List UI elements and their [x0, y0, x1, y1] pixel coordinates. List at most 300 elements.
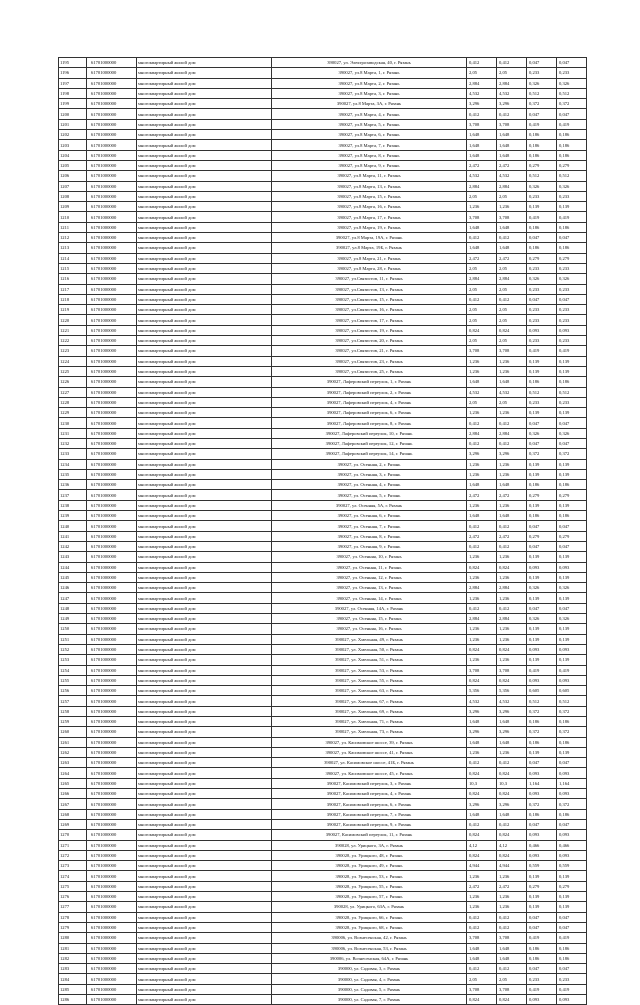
table-row — [59, 130, 587, 140]
value-4-cell: 0,186 — [557, 717, 587, 727]
value-2-cell: 3,296 — [497, 706, 527, 716]
building-type-cell: многоквартирный жилой дом — [137, 346, 272, 356]
address-cell: 390027, ул.Связистов, 17, г. Рязань — [272, 315, 467, 325]
building-type-cell: многоквартирный жилой дом — [137, 315, 272, 325]
address-cell: 390027, ул. Осенняя, 7, г. Рязань — [272, 521, 467, 531]
municipality-code-cell: 61701000000 — [87, 191, 137, 201]
municipality-code-cell: 61701000000 — [87, 274, 137, 284]
value-2-cell: 2,884 — [497, 583, 527, 593]
building-type-cell: многоквартирный жилой дом — [137, 541, 272, 551]
value-2-cell: 2,472 — [497, 253, 527, 263]
value-4-cell: 0,047 — [557, 964, 587, 974]
value-3-cell: 0,279 — [527, 490, 557, 500]
address-cell: 390027, Лаферовский переулок, 12, г. Рязань — [272, 438, 467, 448]
address-cell: 390027, Лаферовский переулок, 4, г. Рязань — [272, 397, 467, 407]
table-row — [59, 88, 587, 98]
value-4-cell: 0,139 — [557, 500, 587, 510]
address-cell: 390006, ул. Вознесенская, 42, г. Рязань — [272, 933, 467, 943]
value-2-cell: 0,412 — [497, 58, 527, 68]
municipality-code-cell: 61701000000 — [87, 696, 137, 706]
municipality-code-cell: 61701000000 — [87, 408, 137, 418]
value-1-cell: 3,708 — [467, 665, 497, 675]
building-type-cell: многоквартирный жилой дом — [137, 387, 272, 397]
value-2-cell: 4,532 — [497, 387, 527, 397]
municipality-code-cell: 61701000000 — [87, 892, 137, 902]
table-row — [59, 984, 587, 994]
row-number-cell: 1222 — [59, 336, 87, 346]
address-cell: 390027, Лаферовский переулок, 14, г. Рязань — [272, 449, 467, 459]
table-row — [59, 871, 587, 881]
building-type-cell: многоквартирный жилой дом — [137, 253, 272, 263]
value-2-cell: 2,472 — [497, 531, 527, 541]
value-1-cell: 1,236 — [467, 572, 497, 582]
table-row — [59, 171, 587, 181]
municipality-code-cell: 61701000000 — [87, 397, 137, 407]
value-1-cell: 2,472 — [467, 881, 497, 891]
row-number-cell: 1280 — [59, 933, 87, 943]
value-3-cell: 0,139 — [527, 459, 557, 469]
value-4-cell: 0,186 — [557, 150, 587, 160]
table-row — [59, 377, 587, 387]
building-type-cell: многоквартирный жилой дом — [137, 644, 272, 654]
value-3-cell: 0,559 — [527, 861, 557, 871]
table-row — [59, 480, 587, 490]
building-type-cell: многоквартирный жилой дом — [137, 995, 272, 1005]
address-cell: 390027, ул. Касимовское шоссе, 41, г. Рязань — [272, 747, 467, 757]
value-4-cell: 0,047 — [557, 294, 587, 304]
address-cell: 390027, ул. Хмельная, 69, г. Рязань — [272, 706, 467, 716]
address-cell: 390027, ул.8 Марта, 2, г. Рязань — [272, 78, 467, 88]
building-type-cell: многоквартирный жилой дом — [137, 428, 272, 438]
value-2-cell: 0,412 — [497, 109, 527, 119]
value-2-cell: 2,884 — [497, 274, 527, 284]
value-2-cell: 2,472 — [497, 881, 527, 891]
building-type-cell: многоквартирный жилой дом — [137, 634, 272, 644]
address-cell: 390027, ул.Связистов, 11, г. Рязань — [272, 274, 467, 284]
value-2-cell: 2,884 — [497, 428, 527, 438]
address-cell: 390027, ул.8 Марта, 4, г. Рязань — [272, 109, 467, 119]
value-1-cell: 1,648 — [467, 150, 497, 160]
value-2-cell: 1,236 — [497, 747, 527, 757]
value-4-cell: 0,093 — [557, 562, 587, 572]
building-type-cell: многоквартирный жилой дом — [137, 727, 272, 737]
value-3-cell: 0,233 — [527, 315, 557, 325]
value-3-cell: 0,326 — [527, 78, 557, 88]
address-cell: 390027, ул.8 Марта, 9, г. Рязань — [272, 160, 467, 170]
building-type-cell: многоквартирный жилой дом — [137, 912, 272, 922]
value-3-cell: 0,047 — [527, 819, 557, 829]
building-type-cell: многоквартирный жилой дом — [137, 706, 272, 716]
table-row — [59, 614, 587, 624]
row-number-cell: 1258 — [59, 706, 87, 716]
value-3-cell: 0,512 — [527, 387, 557, 397]
value-2-cell: 2,05 — [497, 68, 527, 78]
value-2-cell: 1,648 — [497, 140, 527, 150]
value-1-cell: 2,05 — [467, 191, 497, 201]
value-1-cell: 1,236 — [467, 366, 497, 376]
row-number-cell: 1249 — [59, 614, 87, 624]
municipality-code-cell: 61701000000 — [87, 768, 137, 778]
address-cell: 390027, ул.8 Марта, 17, г. Рязань — [272, 212, 467, 222]
value-3-cell: 0,372 — [527, 799, 557, 809]
value-4-cell: 0,233 — [557, 397, 587, 407]
value-2-cell: 2,884 — [497, 181, 527, 191]
row-number-cell: 1226 — [59, 377, 87, 387]
building-type-cell: многоквартирный жилой дом — [137, 243, 272, 253]
table-row — [59, 408, 587, 418]
value-3-cell: 0,139 — [527, 552, 557, 562]
value-3-cell: 0,139 — [527, 500, 557, 510]
value-2-cell: 2,05 — [497, 315, 527, 325]
value-1-cell: 0,824 — [467, 850, 497, 860]
building-type-cell: многоквартирный жилой дом — [137, 500, 272, 510]
row-number-cell: 1201 — [59, 119, 87, 129]
row-number-cell: 1245 — [59, 572, 87, 582]
value-1-cell: 2,05 — [467, 284, 497, 294]
table-row — [59, 418, 587, 428]
value-1-cell: 0,824 — [467, 768, 497, 778]
value-1-cell: 1,648 — [467, 809, 497, 819]
value-4-cell: 0,047 — [557, 758, 587, 768]
municipality-code-cell: 61701000000 — [87, 799, 137, 809]
value-2-cell: 2,472 — [497, 160, 527, 170]
value-4-cell: 0,047 — [557, 541, 587, 551]
value-4-cell: 0,326 — [557, 428, 587, 438]
value-1-cell: 1,236 — [467, 356, 497, 366]
value-1-cell: 0,412 — [467, 819, 497, 829]
table-row — [59, 109, 587, 119]
value-2-cell: 0,824 — [497, 830, 527, 840]
table-row — [59, 325, 587, 335]
value-1-cell: 5,356 — [467, 686, 497, 696]
value-4-cell: 0,186 — [557, 511, 587, 521]
value-4-cell: 0,047 — [557, 109, 587, 119]
table-row — [59, 634, 587, 644]
row-number-cell: 1200 — [59, 109, 87, 119]
table-row — [59, 789, 587, 799]
value-2-cell: 0,412 — [497, 438, 527, 448]
building-type-cell: многоквартирный жилой дом — [137, 181, 272, 191]
value-2-cell: 1,648 — [497, 717, 527, 727]
value-1-cell: 1,236 — [467, 871, 497, 881]
value-1-cell: 0,824 — [467, 830, 497, 840]
address-cell: 390027, ул. Осенняя, 11, г. Рязань — [272, 562, 467, 572]
value-3-cell: 0,047 — [527, 294, 557, 304]
municipality-code-cell: 61701000000 — [87, 521, 137, 531]
row-number-cell: 1267 — [59, 799, 87, 809]
value-3-cell: 0,233 — [527, 305, 557, 315]
municipality-code-cell: 61701000000 — [87, 953, 137, 963]
value-4-cell: 0,419 — [557, 665, 587, 675]
table-row — [59, 881, 587, 891]
row-number-cell: 1227 — [59, 387, 87, 397]
address-cell: 390027, ул. Касимовское шоссе, 39, г. Рязань — [272, 737, 467, 747]
municipality-code-cell: 61701000000 — [87, 562, 137, 572]
value-2-cell: 1,236 — [497, 408, 527, 418]
municipality-code-cell: 61701000000 — [87, 150, 137, 160]
value-4-cell: 0,139 — [557, 747, 587, 757]
municipality-code-cell: 61701000000 — [87, 346, 137, 356]
value-4-cell: 0,233 — [557, 68, 587, 78]
building-type-cell: многоквартирный жилой дом — [137, 521, 272, 531]
value-4-cell: 0,419 — [557, 346, 587, 356]
value-2-cell: 1,236 — [497, 634, 527, 644]
value-1-cell: 2,05 — [467, 315, 497, 325]
building-type-cell: многоквартирный жилой дом — [137, 665, 272, 675]
value-2-cell: 1,236 — [497, 655, 527, 665]
value-3-cell: 0,372 — [527, 727, 557, 737]
value-2-cell: 0,412 — [497, 294, 527, 304]
value-3-cell: 0,186 — [527, 140, 557, 150]
building-type-cell: многоквартирный жилой дом — [137, 583, 272, 593]
value-2-cell: 0,824 — [497, 675, 527, 685]
value-2-cell: 1,236 — [497, 356, 527, 366]
municipality-code-cell: 61701000000 — [87, 202, 137, 212]
value-3-cell: 0,233 — [527, 191, 557, 201]
address-cell: 390027, ул. Хмельная, 63, г. Рязань — [272, 686, 467, 696]
value-4-cell: 0,186 — [557, 809, 587, 819]
value-1-cell: 1,648 — [467, 243, 497, 253]
row-number-cell: 1210 — [59, 212, 87, 222]
table-row — [59, 366, 587, 376]
value-4-cell: 0,047 — [557, 521, 587, 531]
building-type-cell: многоквартирный жилой дом — [137, 58, 272, 68]
building-type-cell: многоквартирный жилой дом — [137, 531, 272, 541]
address-cell: 390027, ул.8 Марта, 13, г. Рязань — [272, 181, 467, 191]
value-3-cell: 0,139 — [527, 408, 557, 418]
value-1-cell: 1,236 — [467, 552, 497, 562]
table-row — [59, 531, 587, 541]
value-1-cell: 2,05 — [467, 397, 497, 407]
row-number-cell: 1207 — [59, 181, 87, 191]
table-row — [59, 747, 587, 757]
municipality-code-cell: 61701000000 — [87, 593, 137, 603]
row-number-cell: 1260 — [59, 727, 87, 737]
value-2-cell: 4,532 — [497, 88, 527, 98]
value-4-cell: 0,419 — [557, 933, 587, 943]
table-row — [59, 284, 587, 294]
table-row — [59, 819, 587, 829]
value-2-cell: 0,412 — [497, 819, 527, 829]
address-cell: 390027, ул. Хмельная, 53, г. Рязань — [272, 665, 467, 675]
value-4-cell: 0,047 — [557, 603, 587, 613]
building-type-cell: многоквартирный жилой дом — [137, 717, 272, 727]
municipality-code-cell: 61701000000 — [87, 686, 137, 696]
value-3-cell: 0,186 — [527, 377, 557, 387]
value-1-cell: 2,884 — [467, 614, 497, 624]
value-1-cell: 2,884 — [467, 274, 497, 284]
address-cell: 390027, Касимовский переулок, 7, г. Рязань — [272, 809, 467, 819]
value-4-cell: 0,233 — [557, 336, 587, 346]
value-3-cell: 0,139 — [527, 892, 557, 902]
building-type-cell: многоквартирный жилой дом — [137, 88, 272, 98]
table-row — [59, 655, 587, 665]
value-4-cell: 0,186 — [557, 140, 587, 150]
table-row — [59, 995, 587, 1005]
address-cell: 390027, ул.8 Марта, 19, г. Рязань — [272, 222, 467, 232]
building-type-cell: многоквартирный жилой дом — [137, 819, 272, 829]
value-3-cell: 0,047 — [527, 418, 557, 428]
table-row — [59, 243, 587, 253]
municipality-code-cell: 61701000000 — [87, 665, 137, 675]
municipality-code-cell: 61701000000 — [87, 974, 137, 984]
table-row — [59, 840, 587, 850]
municipality-code-cell: 61701000000 — [87, 109, 137, 119]
value-3-cell: 0,186 — [527, 511, 557, 521]
value-3-cell: 0,047 — [527, 58, 557, 68]
value-4-cell: 0,186 — [557, 737, 587, 747]
value-4-cell: 0,093 — [557, 768, 587, 778]
value-1-cell: 1,236 — [467, 500, 497, 510]
row-number-cell: 1202 — [59, 130, 87, 140]
address-cell: 390027, ул. Осенняя, 3, г. Рязань — [272, 469, 467, 479]
value-3-cell: 0,093 — [527, 789, 557, 799]
value-4-cell: 0,233 — [557, 315, 587, 325]
value-1-cell: 0,824 — [467, 675, 497, 685]
value-4-cell: 0,466 — [557, 840, 587, 850]
value-3-cell: 0,233 — [527, 284, 557, 294]
address-cell: 390028, ул. Урицкого, 48, г. Рязань — [272, 850, 467, 860]
table-row — [59, 665, 587, 675]
building-type-cell: многоквартирный жилой дом — [137, 552, 272, 562]
value-2-cell: 1,648 — [497, 511, 527, 521]
municipality-code-cell: 61701000000 — [87, 253, 137, 263]
value-4-cell: 0,186 — [557, 480, 587, 490]
value-2-cell: 2,05 — [497, 336, 527, 346]
row-number-cell: 1213 — [59, 243, 87, 253]
table-row — [59, 428, 587, 438]
row-number-cell: 1259 — [59, 717, 87, 727]
value-3-cell: 0,419 — [527, 933, 557, 943]
municipality-code-cell: 61701000000 — [87, 263, 137, 273]
value-2-cell: 0,412 — [497, 758, 527, 768]
value-1-cell: 1,648 — [467, 511, 497, 521]
value-1-cell: 0,412 — [467, 603, 497, 613]
address-cell: 390027, ул.8 Марта, 15, г. Рязань — [272, 191, 467, 201]
building-type-cell: многоквартирный жилой дом — [137, 408, 272, 418]
municipality-code-cell: 61701000000 — [87, 99, 137, 109]
address-cell: 390027, ул. Касимовское шоссе, 45, г. Рязань — [272, 768, 467, 778]
municipality-code-cell: 61701000000 — [87, 675, 137, 685]
value-4-cell: 0,139 — [557, 552, 587, 562]
table-row — [59, 191, 587, 201]
row-number-cell: 1237 — [59, 490, 87, 500]
row-number-cell: 1240 — [59, 521, 87, 531]
address-cell: 390027, ул. Осенняя, 5, г. Рязань — [272, 490, 467, 500]
value-1-cell: 2,884 — [467, 78, 497, 88]
value-4-cell: 0,186 — [557, 222, 587, 232]
value-4-cell: 0,233 — [557, 305, 587, 315]
address-cell: 390027, ул. Осенняя, 14, г. Рязань — [272, 593, 467, 603]
table-row — [59, 459, 587, 469]
building-type-cell: многоквартирный жилой дом — [137, 336, 272, 346]
value-4-cell: 0,186 — [557, 953, 587, 963]
value-2-cell: 1,648 — [497, 150, 527, 160]
municipality-code-cell: 61701000000 — [87, 603, 137, 613]
value-1-cell: 2,05 — [467, 263, 497, 273]
building-type-cell: многоквартирный жилой дом — [137, 202, 272, 212]
value-1-cell: 1,648 — [467, 222, 497, 232]
address-cell: 390027, Лаферовский переулок, 2, г. Рязань — [272, 387, 467, 397]
row-number-cell: 1279 — [59, 922, 87, 932]
municipality-code-cell: 61701000000 — [87, 758, 137, 768]
building-type-cell: многоквартирный жилой дом — [137, 892, 272, 902]
address-cell: 390027, ул.8 Марта, 8, г. Рязань — [272, 150, 467, 160]
row-number-cell: 1234 — [59, 459, 87, 469]
value-4-cell: 0,139 — [557, 408, 587, 418]
value-4-cell: 0,512 — [557, 696, 587, 706]
building-type-cell: многоквартирный жилой дом — [137, 675, 272, 685]
row-number-cell: 1204 — [59, 150, 87, 160]
value-1-cell: 1,236 — [467, 624, 497, 634]
table-row — [59, 809, 587, 819]
building-type-cell: многоквартирный жилой дом — [137, 933, 272, 943]
value-3-cell: 0,047 — [527, 912, 557, 922]
value-3-cell: 0,139 — [527, 356, 557, 366]
building-type-cell: многоквартирный жилой дом — [137, 737, 272, 747]
value-4-cell: 0,605 — [557, 686, 587, 696]
building-type-cell: многоквартирный жилой дом — [137, 140, 272, 150]
building-type-cell: многоквартирный жилой дом — [137, 871, 272, 881]
municipality-code-cell: 61701000000 — [87, 902, 137, 912]
municipality-code-cell: 61701000000 — [87, 68, 137, 78]
row-number-cell: 1282 — [59, 953, 87, 963]
row-number-cell: 1272 — [59, 850, 87, 860]
value-2-cell: 4,532 — [497, 171, 527, 181]
row-number-cell: 1203 — [59, 140, 87, 150]
value-4-cell: 0,047 — [557, 233, 587, 243]
value-1-cell: 0,824 — [467, 325, 497, 335]
building-type-cell: многоквартирный жилой дом — [137, 809, 272, 819]
value-3-cell: 0,139 — [527, 871, 557, 881]
table-row — [59, 58, 587, 68]
address-cell: 390027, ул.8 Марта, 6, г. Рязань — [272, 130, 467, 140]
value-3-cell: 0,139 — [527, 572, 557, 582]
municipality-code-cell: 61701000000 — [87, 809, 137, 819]
value-4-cell: 0,139 — [557, 624, 587, 634]
row-number-cell: 1265 — [59, 778, 87, 788]
value-2-cell: 2,05 — [497, 263, 527, 273]
row-number-cell: 1268 — [59, 809, 87, 819]
value-3-cell: 0,047 — [527, 541, 557, 551]
table-row — [59, 222, 587, 232]
table-row — [59, 737, 587, 747]
value-3-cell: 0,139 — [527, 655, 557, 665]
building-type-cell: многоквартирный жилой дом — [137, 130, 272, 140]
building-type-cell: многоквартирный жилой дом — [137, 603, 272, 613]
value-4-cell: 1,164 — [557, 778, 587, 788]
municipality-code-cell: 61701000000 — [87, 78, 137, 88]
municipality-code-cell: 61701000000 — [87, 634, 137, 644]
row-number-cell: 1246 — [59, 583, 87, 593]
municipality-code-cell: 61701000000 — [87, 130, 137, 140]
value-4-cell: 0,372 — [557, 799, 587, 809]
value-2-cell: 1,236 — [497, 892, 527, 902]
value-3-cell: 0,047 — [527, 758, 557, 768]
address-cell: 390027, ул. Осенняя, 9, г. Рязань — [272, 541, 467, 551]
table-row — [59, 644, 587, 654]
building-type-cell: многоквартирный жилой дом — [137, 902, 272, 912]
value-3-cell: 0,233 — [527, 336, 557, 346]
value-4-cell: 0,279 — [557, 881, 587, 891]
value-3-cell: 0,605 — [527, 686, 557, 696]
value-1-cell: 0,412 — [467, 964, 497, 974]
table-row — [59, 892, 587, 902]
value-2-cell: 1,236 — [497, 572, 527, 582]
row-number-cell: 1252 — [59, 644, 87, 654]
value-1-cell: 3,708 — [467, 984, 497, 994]
value-2-cell: 5,356 — [497, 686, 527, 696]
